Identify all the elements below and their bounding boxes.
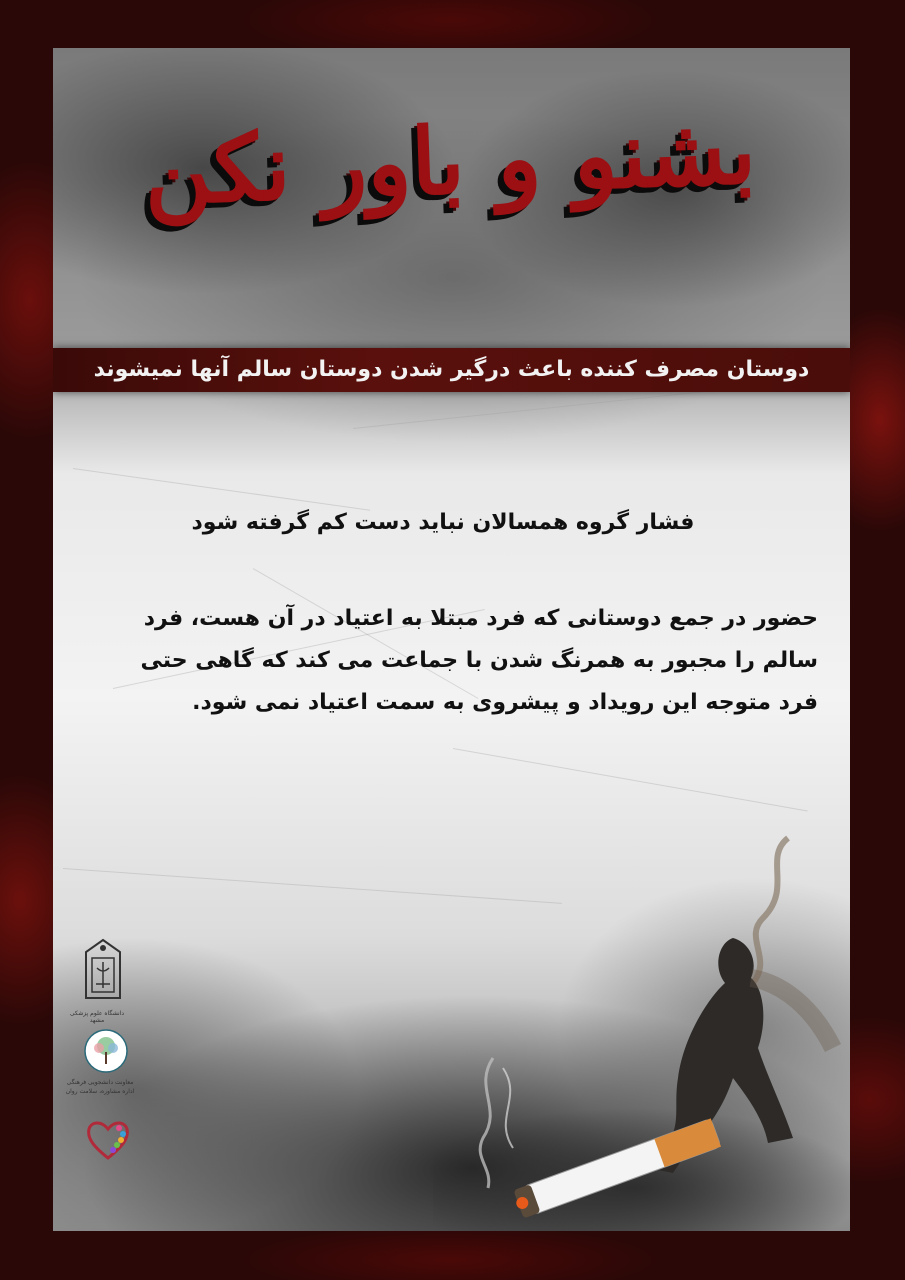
poster [53,48,850,1231]
subtitle-text: دوستان مصرف کننده باعث درگیر شدن دوستان سالم آنها نمیشوند [93,357,810,382]
subtitle-banner [53,348,850,392]
counseling-caption: معاونت دانشجویی فرهنگی اداره مشاوره، سلامت روان [65,1079,135,1095]
counseling-tree-logo-icon [83,1028,129,1074]
poster-title: بشنو و باور نکن [142,96,758,226]
body-paragraph: حضور در جمع دوستانی که فرد مبتلا به اعتیاد در آن هست، فرد سالم را مجبور به همرنگ شدن با جماعت می کند که گاهی حتی فرد متوجه این رویداد و پیشروی به سمت اعتیاد نمی شود. [140,606,818,715]
heart-logo-icon [83,1116,133,1162]
smoking-figure-illustration [433,808,850,1231]
body-heading: فشار گروه همسالان نباید دست کم گرفته شود [191,510,695,535]
university-logo-icon [80,938,126,1008]
university-caption: دانشگاه علوم پزشکی مشهد [69,1010,125,1024]
